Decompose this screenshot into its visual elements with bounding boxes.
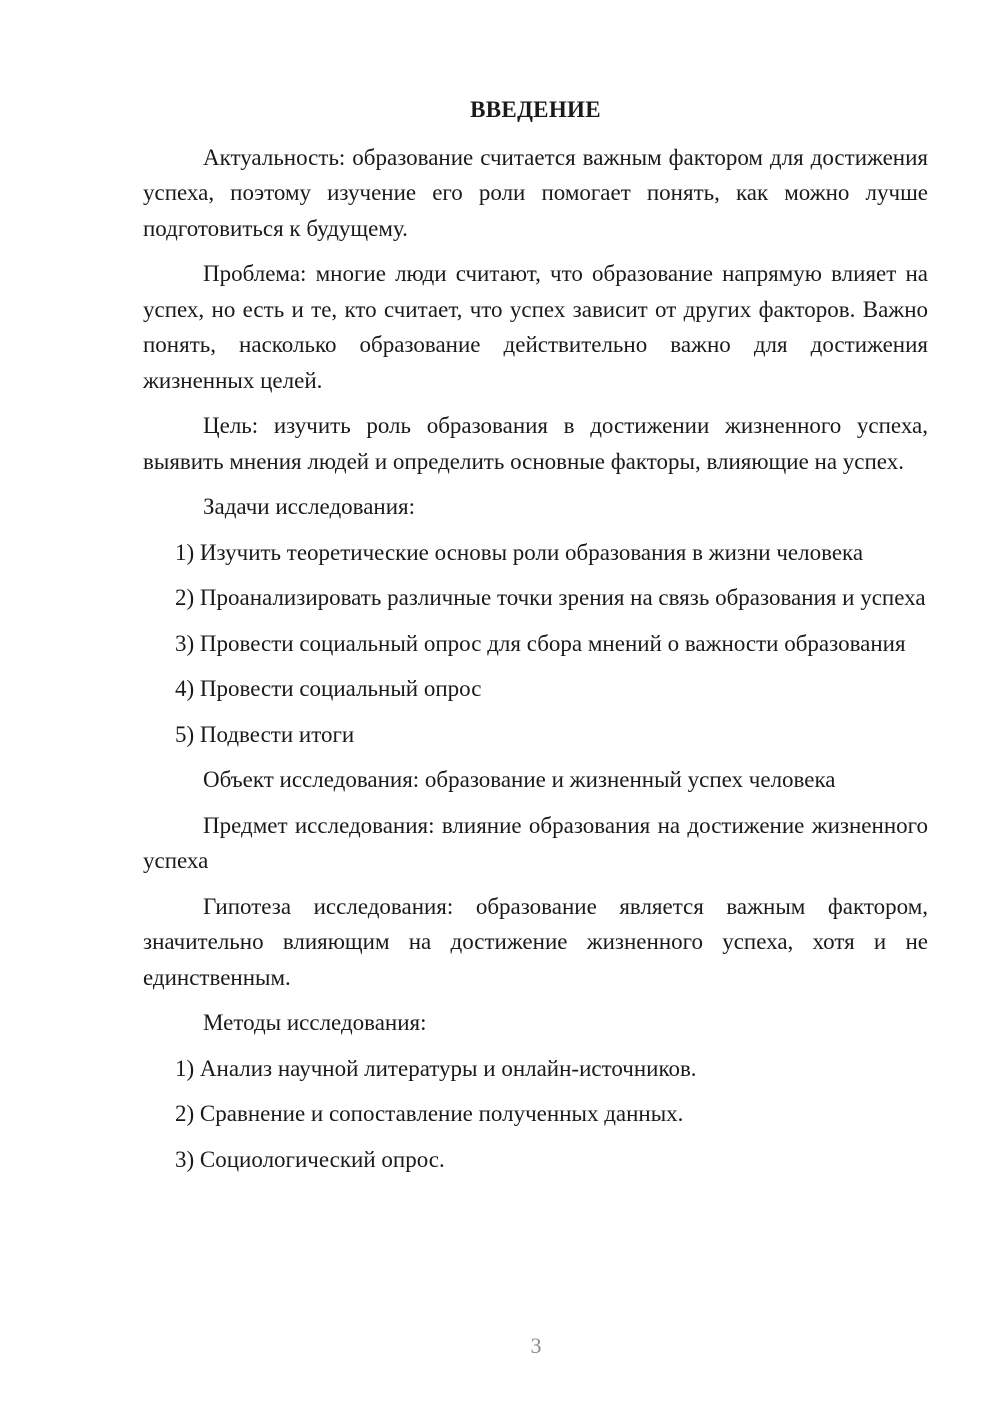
problem-paragraph: Проблема: многие люди считают, что образование напрямую влияет на успех, но есть и те, кто считает, что успех зависит от других факторов. Важно понять, насколько образование действительно важно для достижения жизненных целей. <box>143 261 928 393</box>
section-heading: ВВЕДЕНИЕ <box>470 97 601 122</box>
page-number: 3 <box>530 1333 542 1358</box>
method-item: 1) Анализ научной литературы и онлайн-источников. <box>175 1055 697 1081</box>
relevance-paragraph: Актуальность: образование считается важным фактором для достижения успеха, поэтому изучение его роли помогает понять, как можно лучше подготовиться к будущему. <box>143 144 928 241</box>
document-page <box>143 92 928 1187</box>
task-item: 2) Проанализировать различные точки зрения на связь образования и успеха <box>175 585 926 610</box>
hypothesis-paragraph: Гипотеза исследования: образование является важным фактором, значительно влияющим на достижение жизненного успеха, хотя и не единственным. <box>143 893 928 990</box>
subject-paragraph: Предмет исследования: влияние образования на достижение жизненного успеха <box>143 812 928 873</box>
task-item: 3) Провести социальный опрос для сбора мнений о важности образования <box>175 630 906 656</box>
tasks-heading: Задачи исследования: <box>203 494 416 519</box>
methods-heading: Методы исследования: <box>203 1010 427 1035</box>
method-item: 2) Сравнение и сопоставление полученных данных. <box>175 1101 684 1126</box>
method-item: 3) Социологический опрос. <box>175 1146 445 1172</box>
task-item: 4) Провести социальный опрос <box>175 676 482 701</box>
task-item: 5) Подвести итоги <box>175 721 355 747</box>
task-item: 1) Изучить теоретические основы роли образования в жизни человека <box>175 539 864 565</box>
object-paragraph: Объект исследования: образование и жизненный успех человека <box>203 767 836 792</box>
goal-paragraph: Цель: изучить роль образования в достижении жизненного успеха, выявить мнения людей и определить основные факторы, влияющие на успех. <box>143 413 928 474</box>
